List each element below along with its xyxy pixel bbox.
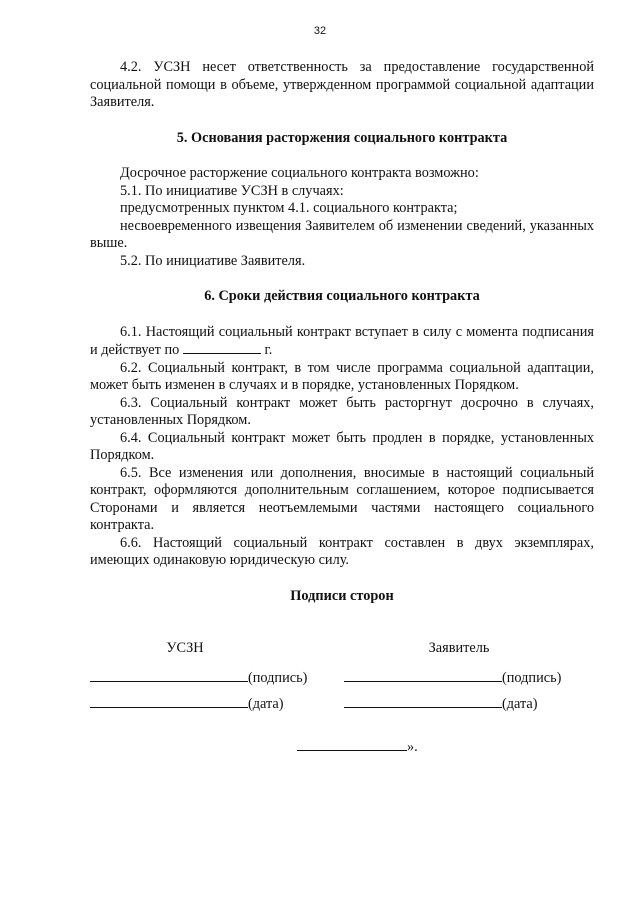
paragraph-5-1-a: предусмотренных пунктом 4.1. социального контракта; (120, 200, 458, 216)
right-signature-label: (подпись) (502, 669, 562, 686)
left-signature-blank (90, 669, 248, 682)
right-date-line (344, 695, 574, 714)
paragraph-6-6: 6.6. Настоящий социальный контракт составлен в двух экземплярах, имеющих одинаковую юридическую силу. (90, 534, 594, 568)
paragraph-5-1-b: несвоевременного извещения Заявителем об изменении сведений, указанных выше. (90, 217, 594, 251)
right-party-name: Заявитель (428, 640, 490, 656)
section-6-title: 6. Сроки действия социального контракта (204, 288, 480, 304)
paragraph-4-2: 4.2. УСЗН несет ответственность за предоставление государственной социальной помощи в объеме, утвержденном программой социальной адаптации Заявителя. (90, 59, 594, 110)
right-date-label: (дата) (502, 696, 538, 712)
left-date-blank (90, 695, 248, 708)
left-signature-line (90, 669, 320, 688)
paragraph-5-1: 5.1. По инициативе УСЗН в случаях: (120, 182, 344, 199)
right-date-blank (344, 695, 502, 708)
signatures-title: Подписи сторон (290, 587, 394, 604)
paragraph-6-2: 6.2. Социальный контракт, в том числе программа социальной адаптации, может быть изменен в случаях и в порядке, установленных Порядком. (90, 359, 594, 393)
closing-mark: ». (407, 739, 418, 755)
right-signature-line (344, 669, 574, 688)
paragraph-6-1-text: 6.1. Настоящий социальный контракт вступает в силу с момента подписания и действует по (90, 323, 594, 358)
left-date-line (90, 695, 320, 714)
left-party-name: УСЗН (166, 640, 204, 656)
section-5-intro: Досрочное расторжение социального контракта возможно: (120, 165, 479, 181)
paragraph-6-1-end: г. (264, 342, 273, 358)
paragraph-5-2: 5.2. По инициативе Заявителя. (120, 252, 306, 269)
left-date-label: (дата) (248, 696, 284, 712)
document-body (90, 59, 594, 605)
paragraph-6-4: 6.4. Социальный контракт может быть продлен в порядке, установленных Порядком. (90, 429, 594, 463)
date-blank-line (183, 341, 261, 354)
right-signature-blank (344, 669, 502, 682)
right-signature-column (344, 640, 574, 714)
paragraph-6-5: 6.5. Все изменения или дополнения, вносимые в настоящий социальный контракт, оформляются дополнительным соглашением, которое подписывается Сторонами и является неотъемлемыми частями настоящего социального контракта. (90, 464, 594, 533)
section-5-title: 5. Основания расторжения социального контракта (176, 129, 508, 146)
paragraph-6-1 (90, 324, 594, 360)
closing-line (297, 738, 418, 756)
closing-blank (297, 738, 407, 751)
left-signature-column (90, 640, 320, 714)
left-signature-label: (подпись) (248, 669, 308, 686)
paragraph-6-3: 6.3. Социальный контракт может быть расторгнут досрочно в случаях, установленных Порядком. (90, 394, 594, 428)
page-number: 32 (313, 25, 327, 37)
